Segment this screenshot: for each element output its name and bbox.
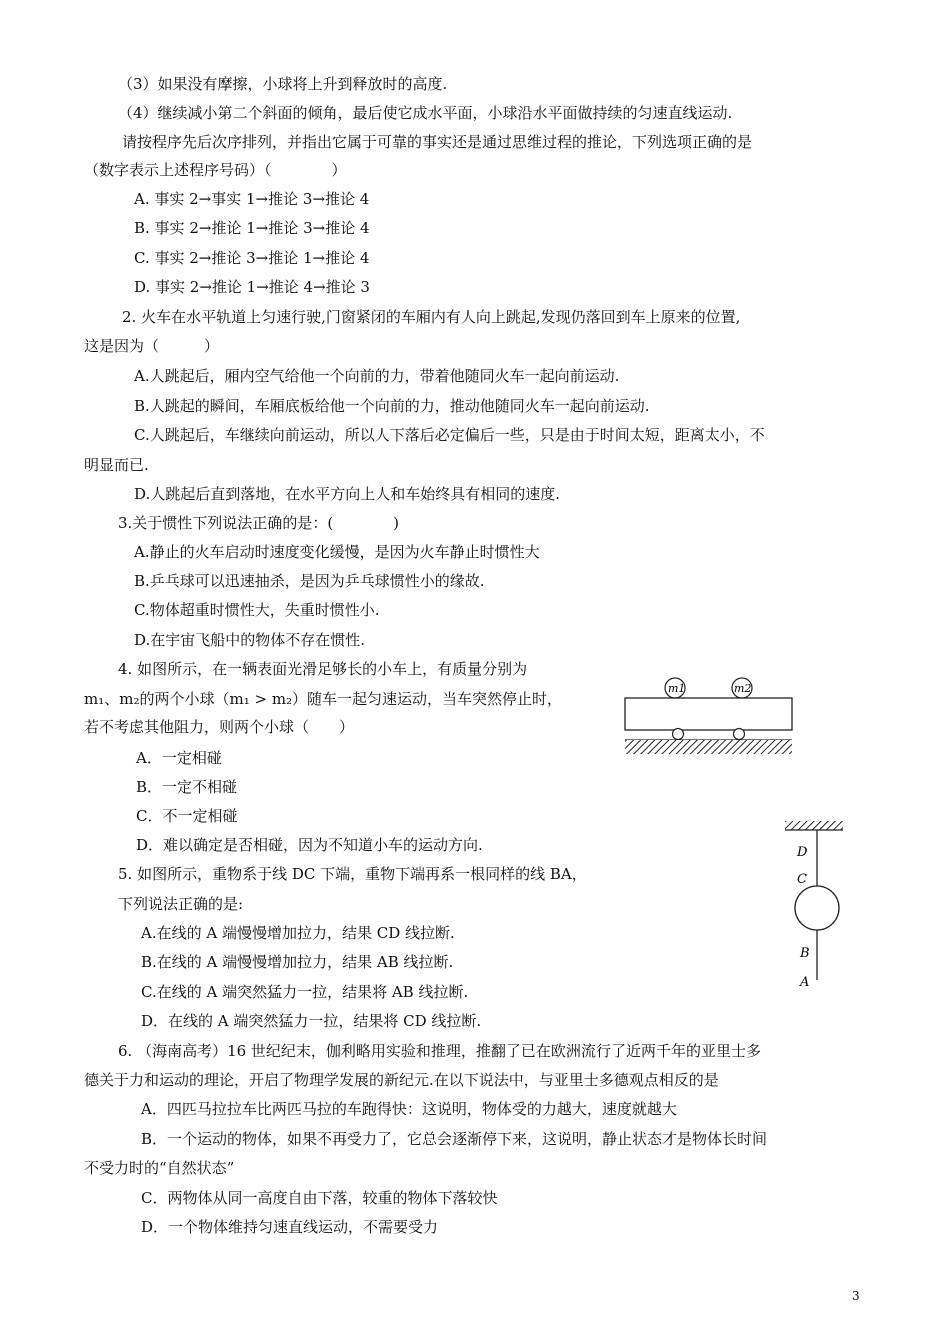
text-line: （数字表示上述程序号码）（ ） [84,161,347,179]
text-line: A．四匹马拉拉车比两匹马拉的车跑得快：这说明，物体受的力越大，速度就越大 [141,1100,677,1118]
text-line: C.在线的 A 端突然猛力一拉，结果将 AB 线拉断. [141,983,469,1001]
cart-body [625,698,792,730]
text-line: D．一个物体维持匀速直线运动，不需要受力 [141,1218,439,1236]
text-line: C．不一定相碰 [136,807,238,825]
text-line: C.物体超重时惯性大，失重时惯性小. [134,601,380,619]
text-line: C. 事实 2→推论 3→推论 1→推论 4 [134,249,370,267]
label-b: B [800,946,810,961]
text-line: A．一定相碰 [136,749,222,767]
text-line: B.人跳起的瞬间，车厢底板给他一个向前的力，推动他随同火车一起向前运动. [134,397,650,415]
text-line: 4. 如图所示，在一辆表面光滑足够长的小车上，有质量分别为 [118,660,528,678]
label-d: D [797,845,808,860]
label-c: C [797,872,807,887]
hanging-weight-figure [780,812,850,994]
text-line: B. 事实 2→推论 1→推论 3→推论 4 [134,219,370,237]
text-line: D．在线的 A 端突然猛力一拉，结果将 CD 线拉断. [141,1012,482,1030]
cart-figure [620,668,800,760]
text-line: D.人跳起后直到落地，在水平方向上人和车始终具有相同的速度. [134,485,561,503]
ball-m1-label: m1 [668,682,686,695]
text-line: 明显而已. [84,456,149,474]
text-line: D．难以确定是否相碰，因为不知道小车的运动方向. [136,836,483,854]
text-line: （3）如果没有摩擦，小球将上升到释放时的高度. [118,75,448,93]
text-line: D. 事实 2→推论 1→推论 4→推论 3 [134,278,370,296]
text-line: （4）继续减小第二个斜面的倾角，最后使它成水平面，小球沿水平面做持续的匀速直线运动. [118,104,733,122]
text-line: m₁、m₂的两个小球（m₁ > m₂）随车一起匀速运动，当车突然停止时， [84,690,563,708]
ground-hatch [625,740,792,754]
text-line: 3.关于惯性下列说法正确的是：( ) [118,514,400,532]
text-line: 2. 火车在水平轨道上匀速行驶,门窗紧闭的车厢内有人向上跳起,发现仍落回到车上原来的位置, [122,308,741,326]
weight-ball [795,886,839,930]
text-line: D.在宇宙飞船中的物体不存在惯性. [134,631,366,649]
page-number: 3 [852,1289,860,1303]
text-line: 5. 如图所示，重物系于线 DC 下端，重物下端再系一根同样的线 BA， [118,865,587,883]
text-line: A.人跳起后，厢内空气给他一个向前的力，带着他随同火车一起向前运动. [134,367,620,385]
ceiling-hatch [785,821,843,830]
text-line: 下列说法正确的是: [118,895,244,913]
text-line: 若不考虑其他阻力，则两个小球（ ） [84,718,355,736]
text-line: C.人跳起后，车继续向前运动，所以人下落后必定偏后一些，只是由于时间太短，距离太小，不 [134,426,765,444]
text-line: A. 事实 2→事实 1→推论 3→推论 4 [134,190,370,208]
text-line: 这是因为（ ） [84,337,220,355]
text-line: B．一个运动的物体，如果不再受力了，它总会逐渐停下来，这说明，静止状态才是物体长时间 [141,1130,768,1148]
text-line: A.在线的 A 端慢慢增加拉力，结果 CD 线拉断. [141,924,455,942]
text-line: B．一定不相碰 [136,778,238,796]
text-line: B.乒乓球可以迅速抽杀，是因为乒乓球惯性小的缘故. [134,572,485,590]
text-line: C．两物体从同一高度自由下落，较重的物体下落较快 [141,1189,498,1207]
cart-wheel-right [734,729,745,740]
text-line: B.在线的 A 端慢慢增加拉力，结果 AB 线拉断. [141,953,454,971]
ball-m2-label: m2 [734,682,752,695]
text-line: 6. （海南高考）16 世纪纪末，伽利略用实验和推理，推翻了已在欧洲流行了近两千年的亚里士多 [118,1042,761,1060]
cart-wheel-left [673,729,684,740]
text-line: 不受力时的“自然状态” [84,1159,235,1177]
text-line: A.静止的火车启动时速度变化缓慢，是因为火车静止时惯性大 [134,543,540,561]
label-a: A [800,975,810,990]
text-line: 请按程序先后次序排列，并指出它属于可靠的事实还是通过思维过程的推论，下列选项正确的是 [122,133,753,151]
text-line: 德关于力和运动的理论，开启了物理学发展的新纪元.在以下说法中，与亚里士多德观点相反的是 [84,1071,719,1089]
